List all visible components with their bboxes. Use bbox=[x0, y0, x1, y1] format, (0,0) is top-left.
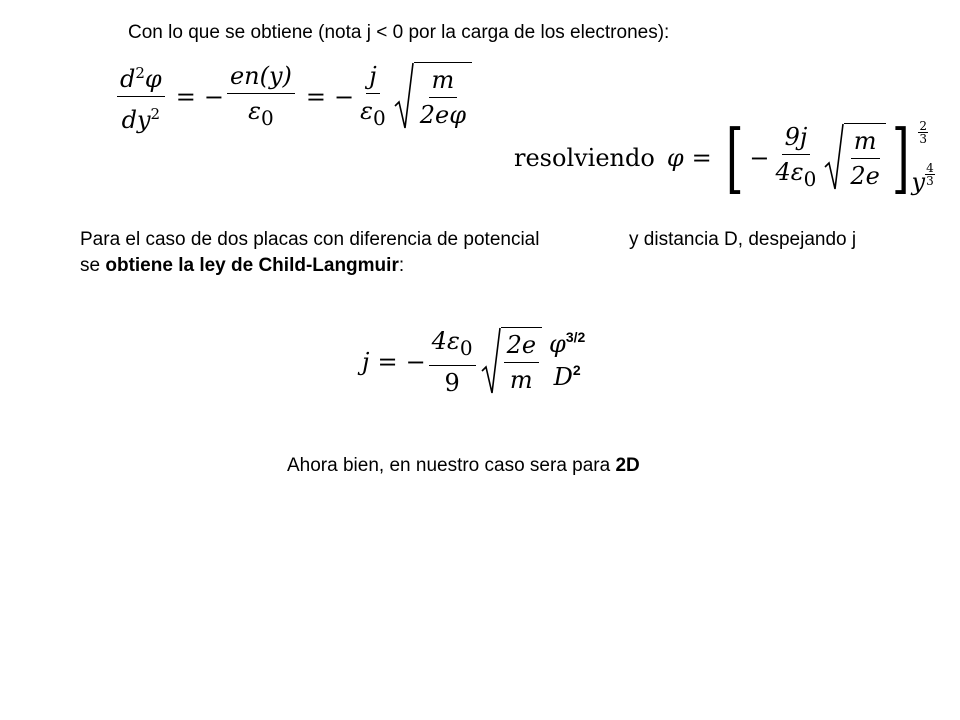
right-bracket: ] bbox=[891, 113, 910, 202]
equation-child-langmuir: j = − $\frac{4\varepsilon_0}{9}$ $\frac{2e}{m}$ $\varphi^{3/2}$ $D^2$ bbox=[362, 326, 591, 398]
equation-solution: resolviendo φ = [ − $\frac{9j}{4\varepsilon_0}$ $\frac{m}{2e}$ ] 2 3 y 4 3 bbox=[514, 113, 934, 202]
four-eps-fraction: $\frac{4\varepsilon_0}{9}$ bbox=[429, 326, 476, 398]
square-root: $\frac{m}{2e}$ bbox=[824, 123, 885, 193]
phi-over-d-fraction: $\varphi^{3/2}$ $D^2$ bbox=[549, 328, 586, 391]
square-root: $\frac{m}{2e\varphi}$ bbox=[394, 62, 472, 132]
second-derivative-fraction: $\frac{d^2\varphi}{dy^2}$ bbox=[117, 58, 165, 135]
outer-exponent: 2 3 bbox=[919, 119, 927, 146]
square-root: $\frac{2e}{m}$ bbox=[481, 327, 542, 397]
paragraph-line-1a: Para el caso de dos placas con diferencia de potencial bbox=[80, 229, 540, 250]
two-d-bold: 2D bbox=[615, 455, 640, 476]
paragraph-line-1b: y distancia D, despejando j bbox=[629, 229, 857, 250]
y-exponent: 4 3 bbox=[926, 161, 934, 188]
conclusion-text: Ahora bien, en nuestro caso sera para 2D bbox=[287, 455, 640, 476]
left-bracket: [ bbox=[725, 113, 744, 202]
nine-j-fraction: $\frac{9j}{4\varepsilon_0}$ bbox=[775, 123, 817, 191]
intro-text: Con lo que se obtiene (nota j < 0 por la carga de los electrones): bbox=[128, 22, 670, 43]
resolviendo-label: resolviendo bbox=[514, 144, 655, 172]
equation-poisson: $\frac{d^2\varphi}{dy^2}$ = − $\frac{en(y)}{\varepsilon_0}$ = − $\frac{j}{\varepsilon_0}$ $\frac{m}{2e\varphi}$ bbox=[114, 58, 472, 135]
paragraph-line-2: se obtiene la ley de Child-Langmuir: bbox=[80, 255, 405, 276]
charge-density-fraction: $\frac{en(y)}{\varepsilon_0}$ bbox=[227, 61, 295, 133]
child-langmuir-bold: obtiene la ley de Child-Langmuir bbox=[105, 255, 399, 276]
current-density-fraction: $\frac{j}{\varepsilon_0}$ bbox=[360, 61, 386, 130]
